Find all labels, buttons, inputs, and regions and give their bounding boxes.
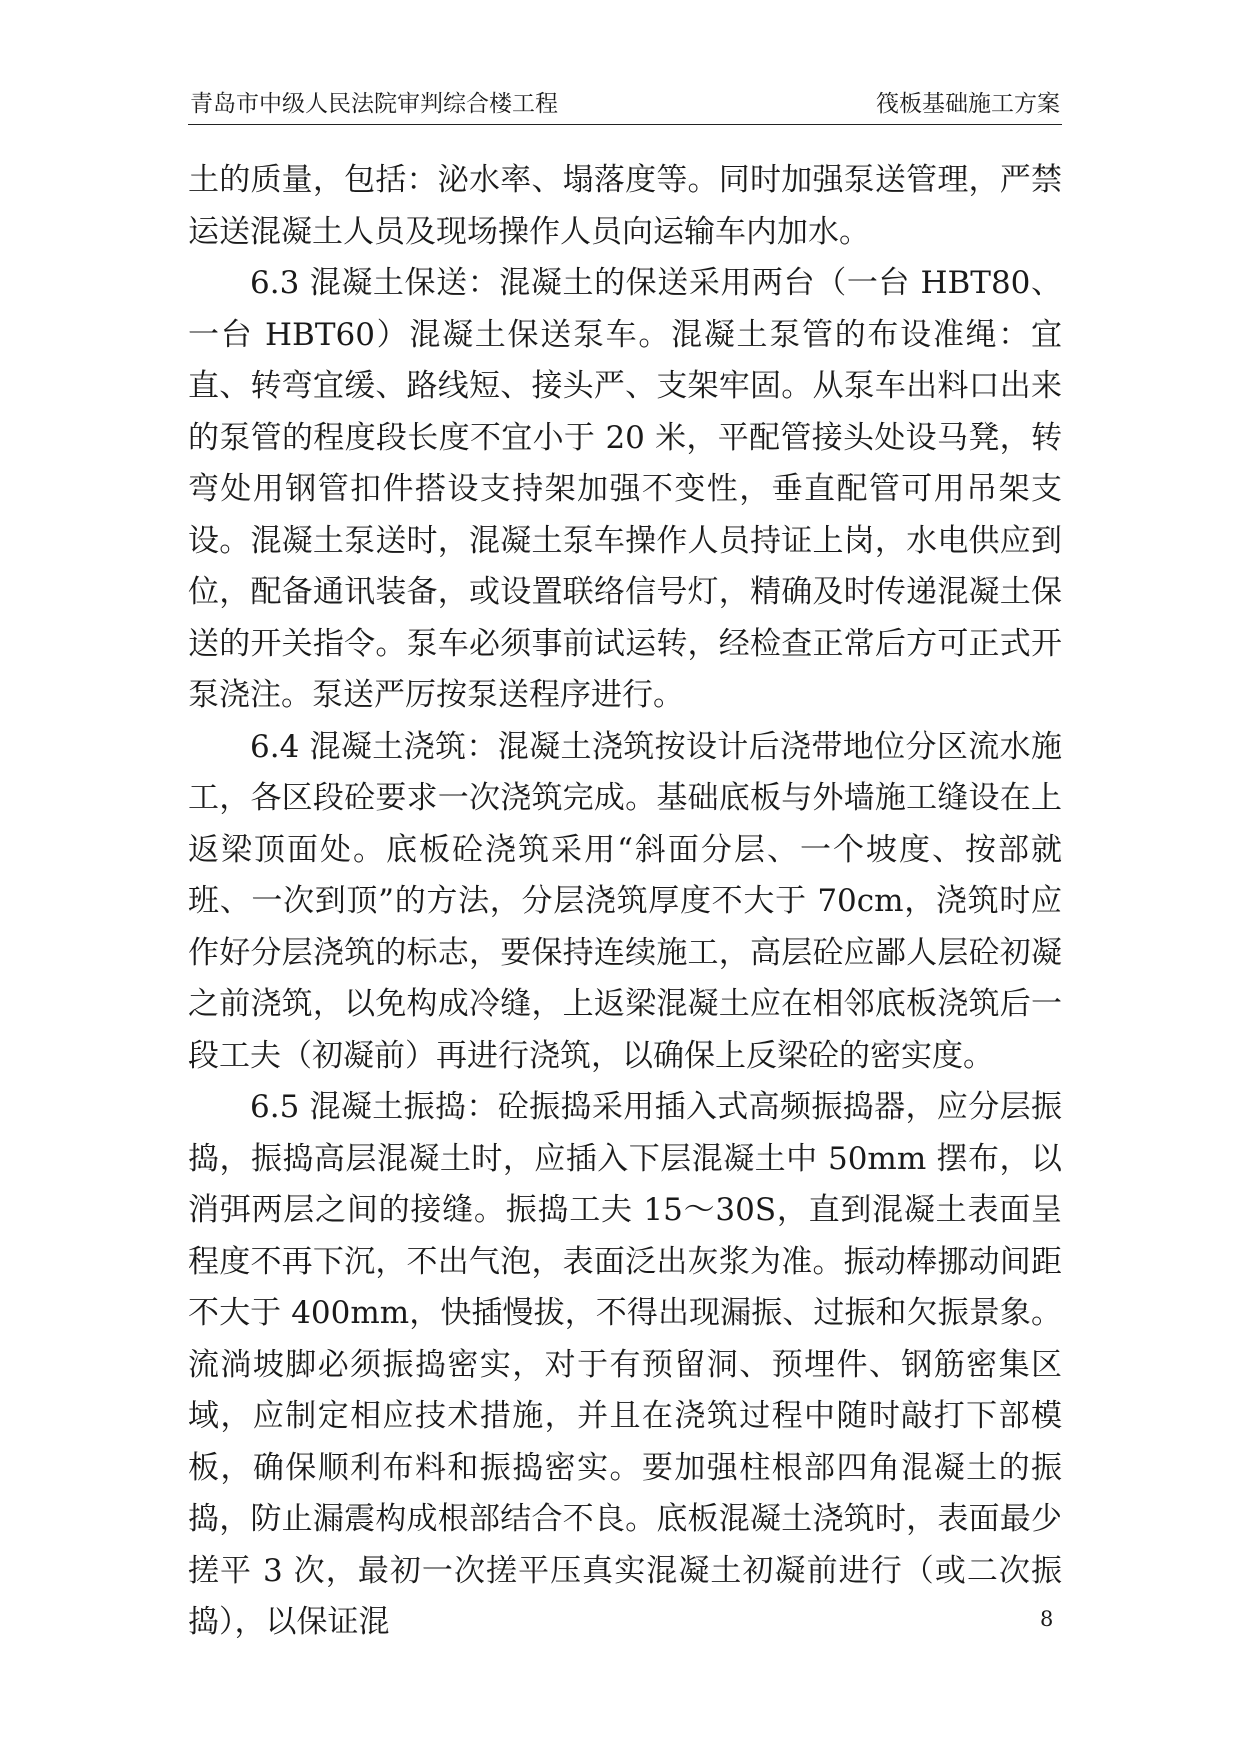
document-body [188,155,1062,1649]
page-header [188,84,1062,125]
paragraph-6-4-concrete-pouring: 6.4 混凝土浇筑：混凝土浇筑按设计后浇带地位分区流水施工，各区段砼要求一次浇筑完成。基础底板与外墙施工缝设在上返梁顶面处。底板砼浇筑采用“斜面分层、一个坡度、按部就班、一次到顶”的方法，分层浇筑厚度不大于 70cm，浇筑时应作好分层浇筑的标志，要保持连续施工，高层砼应鄙人层砼初凝之前浇筑，以免构成冷缝，上返梁混凝土应在相邻底板浇筑后一段工夫（初凝前）再进行浇筑，以确保上反梁砼的密实度。 [188,728,1062,1074]
header-project-title: 青岛市中级人民法院审判综合楼工程 [190,91,558,117]
paragraph-concrete-quality-continued: 土的质量，包括：泌水率、塌落度等。同时加强泵送管理，严禁运送混凝土人员及现场操作人员向运输车内加水。 [188,162,1062,250]
page-number: 8 [1040,1607,1054,1631]
paragraph-6-3-concrete-pumping: 6.3 混凝土保送：混凝土的保送采用两台（一台 HBT80、一台 HBT60）混凝土保送泵车。混凝土泵管的布设准绳：宜直、转弯宜缓、路线短、接头严、支架牢固。从泵车出料口出来的泵管的程度段长度不宜小于 20 米，平配管接头处设马凳，转弯处用钢管扣件搭设支持架加强不变性，垂直配管可用吊架支设。混凝土泵送时，混凝土泵车操作人员持证上岗，水电供应到位，配备通讯装备，或设置联络信号灯，精确及时传递混凝土保送的开关指令。泵车必须事前试运转，经检查正常后方可正式开泵浇注。泵送严厉按泵送程序进行。 [188,265,1062,713]
header-document-title: 筏板基础施工方案 [876,91,1060,117]
paragraph-6-5-concrete-vibrating: 6.5 混凝土振捣：砼振捣采用插入式高频振捣器，应分层振捣，振捣高层混凝土时，应插入下层混凝土中 50mm 摆布，以消弭两层之间的接缝。振捣工夫 15～30S，直到混凝土表面呈程度不再下沉，不出气泡，表面泛出灰浆为准。振动棒挪动间距不大于 400mm，快插慢拔，不得出现漏振、过振和欠振景象。流淌坡脚必须振捣密实，对于有预留洞、预埋件、钢筋密集区域，应制定相应技术措施，并且在浇筑过程中随时敲打下部模板，确保顺利布料和振捣密实。要加强柱根部四角混凝土的振捣，防止漏震构成根部结合不良。底板混凝土浇筑时，表面最少搓平 3 次，最初一次搓平压真实混凝土初凝前进行（或二次振捣），以保证混 [188,1089,1062,1640]
